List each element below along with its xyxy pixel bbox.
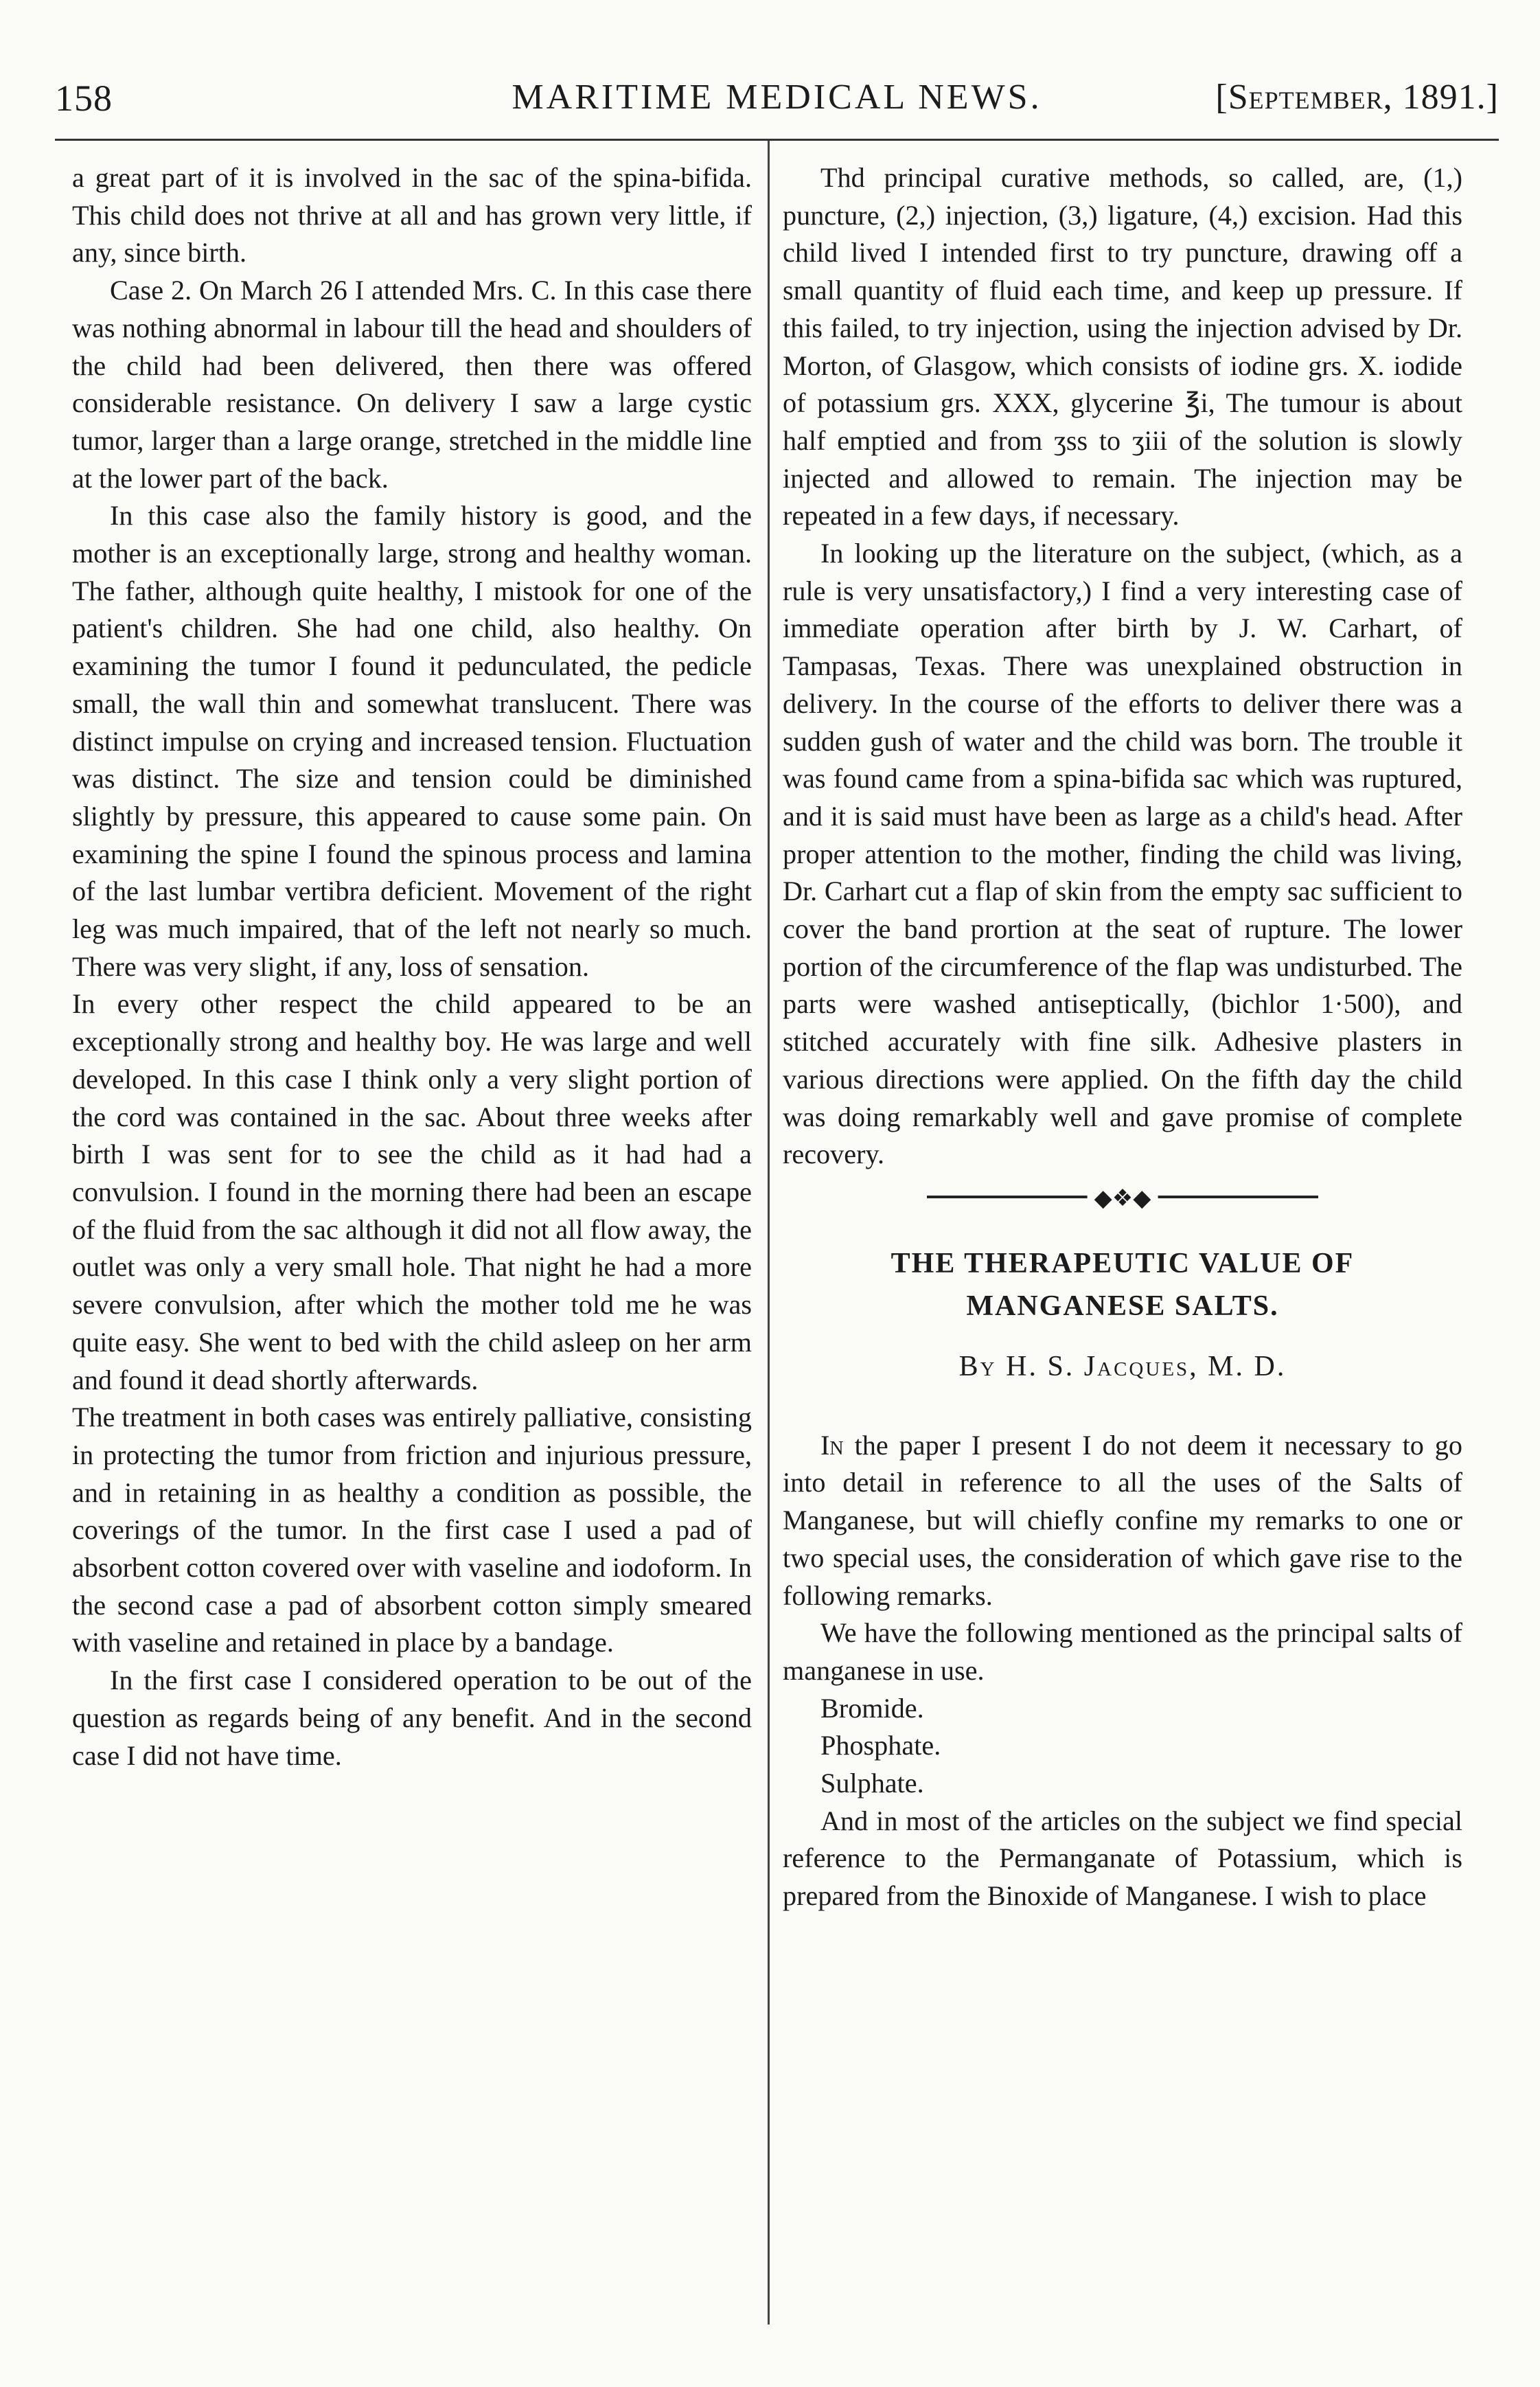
- page-header: [55, 34, 1499, 137]
- paragraph: We have the following mentioned as the principal salts of manganese in use.: [783, 1617, 1462, 1686]
- paragraph: Case 2. On March 26 I attended Mrs. C. In this case there was nothing abnormal in labour till the head and shoulders of the child had been delivered, then there was offered considerable resistance. On delivery I saw a large cystic tumor, larger than a large orange, stretched in the middle line at the lower part of the back.: [72, 275, 752, 494]
- paragraph: [783, 1427, 1462, 1615]
- page-number: 158: [55, 78, 113, 119]
- header-rule: [55, 139, 1499, 141]
- ornament-glyph: ◆❖◆: [1088, 1180, 1158, 1218]
- date-year: , 1891.]: [1383, 78, 1499, 117]
- right-column: [783, 159, 1462, 1915]
- paragraph: In every other respect the child appeared to be an exceptionally strong and healthy boy. He was large and well developed. In this case I think only a very slight portion of the cord was contained in the sac. About three weeks after birth I was sent for to see the child as it had had a convulsion. I found in the morning there had been an escape of the fluid from the sac although it did not all flow away, the outlet was only a very small hole. That night he had a more severe convulsion, after which the mother told me he was quite easy. She went to bed with the child asleep on her arm and found it dead shortly afterwards.: [72, 988, 752, 1395]
- list-item: Sulphate.: [820, 1768, 924, 1799]
- lead-word: In: [820, 1429, 844, 1461]
- article-title-line: THE THERAPEUTIC VALUE OF: [890, 1247, 1355, 1279]
- section-ornament: [783, 1174, 1462, 1229]
- paragraph: a great part of it is involved in the sac of the spina-bifida. This child does not thrive at all and has grown very little, if any, since birth.: [72, 162, 752, 269]
- left-column: [72, 159, 752, 1774]
- paragraph: In looking up the literature on the subject, (which, as a rule is very unsatisfactory,) I find a very interesting case of immediate operation after birth by J. W. Carhart, of Tampasas, Texas. There was unexplained obstruction in delivery. In the course of the efforts to deliver there was a sudden gush of water and the child was born. The trouble it was found came from a spina-bifida sac which was ruptured, and it is said must have been as large as a child's head. After proper attention to the mother, finding the child was living, Dr. Carhart cut a flap of skin from the empty sac sufficient to cover the band prortion at the seat of rupture. The lower portion of the circumference of the flap was undisturbed. The parts were washed antiseptically, (bichlor 1·500), and stitched accurately with fine silk. Adhesive plasters in various directions were applied. On the fifth day the child was doing remarkably well and gave promise of complete recovery.: [783, 538, 1462, 1170]
- paragraph-text: the paper I present I do not deem it necessary to go into detail in reference to all the uses of the Salts of Manganese, but will chiefly confine my remarks to one or two special uses, the consideration of which gave rise to the following remarks.: [783, 1429, 1462, 1611]
- article-title-line: MANGANESE SALTS.: [966, 1290, 1279, 1322]
- list-item: Phosphate.: [820, 1730, 941, 1761]
- paragraph: And in most of the articles on the subject we find special reference to the Permanganate of Potassium, which is prepared from the Binoxide of Manganese. I wish to place: [783, 1805, 1462, 1912]
- article-byline: By H. S. Jacques, M. D.: [958, 1350, 1287, 1382]
- journal-title: MARITIME MEDICAL NEWS.: [512, 78, 1042, 117]
- issue-date: [1215, 77, 1499, 117]
- date-month: September: [1228, 78, 1383, 117]
- article-title: [783, 1242, 1462, 1327]
- column-divider: [768, 141, 770, 2325]
- paragraph: In this case also the family history is good, and the mother is an exceptionally large, strong and healthy woman. The father, although quite healthy, I mistook for one of the patient's children. She had one child, also healthy. On examining the tumor I found it pedunculated, the pedicle small, the wall thin and somewhat translucent. There was distinct impulse on crying and increased tension. Fluctuation was distinct. The size and tension could be diminished slightly by pressure, this appeared to cause some pain. On examining the spine I found the spinous process and lamina of the last lumbar vertibra deficient. Movement of the right leg was much impaired, that of the left not nearly so much. There was very slight, if any, loss of sensation.: [72, 500, 752, 982]
- paragraph: The treatment in both cases was entirely palliative, consisting in protecting the tumor from friction and injurious pressure, and in retaining in as healthy a condition as possible, the coverings of the tumor. In the first case I used a pad of absorbent cotton covered over with vaseline and iodoform. In the second case a pad of absorbent cotton simply smeared with vaseline and retained in place by a bandage.: [72, 1402, 752, 1658]
- date-bracket: [: [1215, 78, 1228, 117]
- list-item: Bromide.: [820, 1692, 924, 1724]
- paragraph: Thd principal curative methods, so called, are, (1,) puncture, (2,) injection, (3,) ligature, (4,) excision. Had this child lived I intended first to try puncture, drawing off a small quantity of fluid each time, and keep up pressure. If this failed, to try injection, using the injection advised by Dr. Morton, of Glasgow, which consists of iodine grs. X. iodide of potassium grs. XXX, glycerine ℥i, The tumour is about half emptied and from ʒss to ʒiii of the solution is slowly injected and allowed to remain. The injection may be repeated in a few days, if necessary.: [783, 162, 1462, 532]
- paragraph: In the first case I considered operation to be out of the question as regards being of any benefit. And in the second case I did not have time.: [72, 1665, 752, 1771]
